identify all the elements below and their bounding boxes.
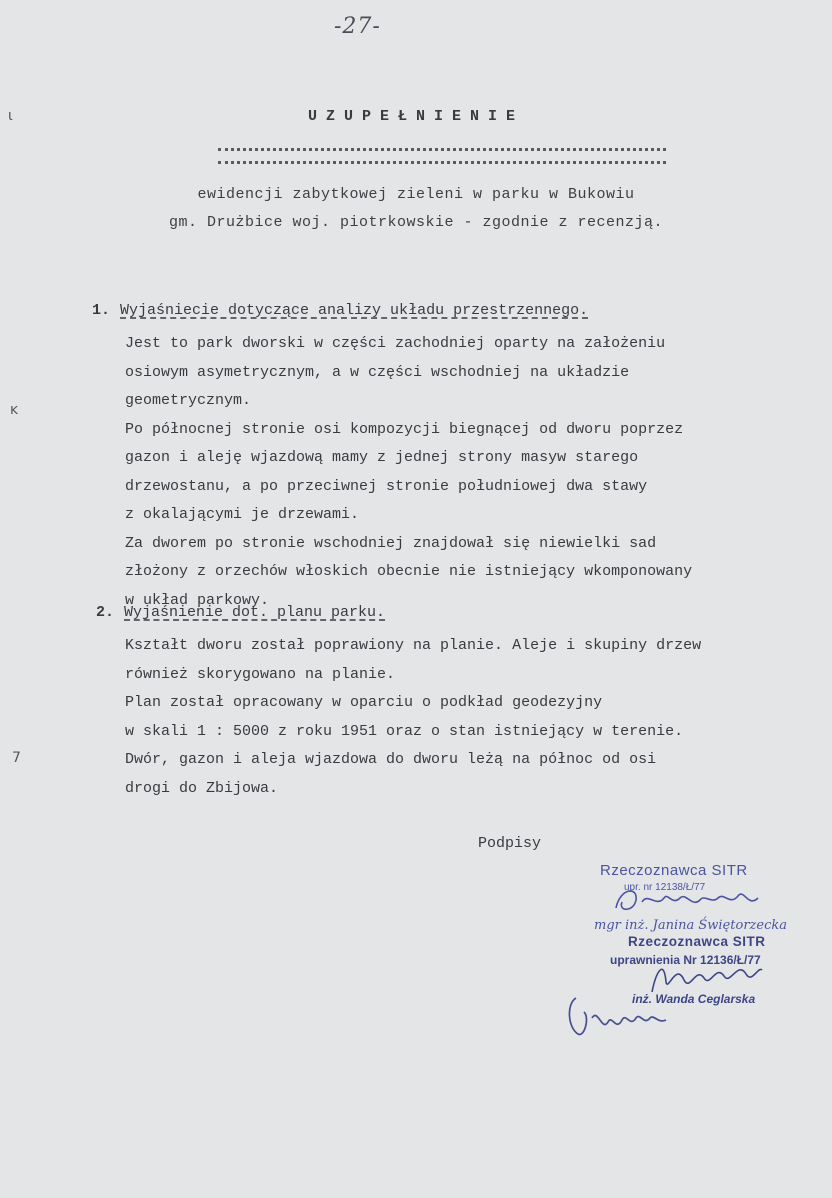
- body-line: drzewostanu, a po przeciwnej stronie południowej dwa stawy: [125, 477, 648, 495]
- stamp-2-name: inż. Wanda Ceglarska: [632, 992, 756, 1006]
- margin-mark: ɩ: [8, 108, 13, 124]
- document-title: UZUPEŁNIENIE: [307, 108, 525, 125]
- body-line: Plan został opracowany w oparciu o podkład geodezyjny: [125, 694, 603, 711]
- stamp-1-title: Rzeczoznawca SITR: [600, 862, 748, 879]
- margin-mark: 7: [12, 750, 21, 766]
- section-heading-text: Wyjaśniecie dotyczące analizy układu przestrzennego.: [120, 302, 589, 319]
- section-2-body: [125, 632, 701, 803]
- title-underline: [218, 148, 666, 164]
- stamp-2-permit: uprawnienia Nr 12136/Ł/77: [610, 953, 761, 967]
- section-number: 2.: [96, 604, 115, 621]
- body-line: w skali 1 : 5000 z roku 1951 oraz o stan istniejący w terenie.: [125, 722, 684, 740]
- body-line: w układ parkowy.: [125, 591, 270, 609]
- body-line: również skorygowano na planie.: [125, 665, 396, 683]
- stamp-2-title: Rzeczoznawca SITR: [628, 934, 766, 949]
- handwritten-signature-1: [608, 878, 778, 918]
- body-line: drogi do Zbijowa.: [125, 779, 279, 797]
- body-line: Kształt dworu został poprawiony na planie. Aleje i skupiny drzew: [125, 637, 702, 654]
- section-1-body: [125, 330, 692, 615]
- body-line: z okalającymi je drzewami.: [125, 506, 360, 523]
- margin-mark: ĸ: [10, 402, 19, 418]
- section-heading-text: Wyjaśnienie dot. planu parku.: [124, 604, 386, 621]
- stamp-1-name: mgr inż. Janina Świętorzecka: [594, 918, 787, 933]
- body-line: gazon i aleję wjazdową mamy z jednej strony masyw starego: [125, 449, 639, 466]
- handwritten-signature-3: [562, 988, 672, 1048]
- signatures-label: Podpisy: [478, 835, 542, 852]
- section-2-heading: [96, 604, 385, 621]
- stamp-1-permit: upr. nr 12138/Ł/77: [624, 882, 706, 893]
- body-line: osiowym asymetrycznym, a w części wschodniej na układzie: [125, 363, 630, 381]
- subtitle-line-2: gm. Drużbice woj. piotrkowskie - zgodnie z recenzją.: [168, 214, 664, 231]
- section-number: 1.: [92, 302, 111, 319]
- body-line: Jest to park dworski w części zachodniej oparty na założeniu: [125, 335, 666, 352]
- body-line: geometrycznym.: [125, 392, 252, 409]
- subtitle-line-1: ewidencji zabytkowej zieleni w parku w Bukowiu: [197, 186, 635, 203]
- page-number: -27-: [334, 14, 381, 39]
- body-line: Za dworem po stronie wschodniej znajdował się niewielki sad: [125, 534, 657, 552]
- section-1-heading: [92, 302, 588, 319]
- body-line: Dwór, gazon i aleja wjazdowa do dworu leżą na północ od osi: [125, 751, 657, 768]
- body-line: Po północnej stronie osi kompozycji biegnącej od dworu poprzez: [125, 420, 684, 438]
- body-line: złożony z orzechów włoskich obecnie nie istniejący wkomponowany: [125, 563, 693, 580]
